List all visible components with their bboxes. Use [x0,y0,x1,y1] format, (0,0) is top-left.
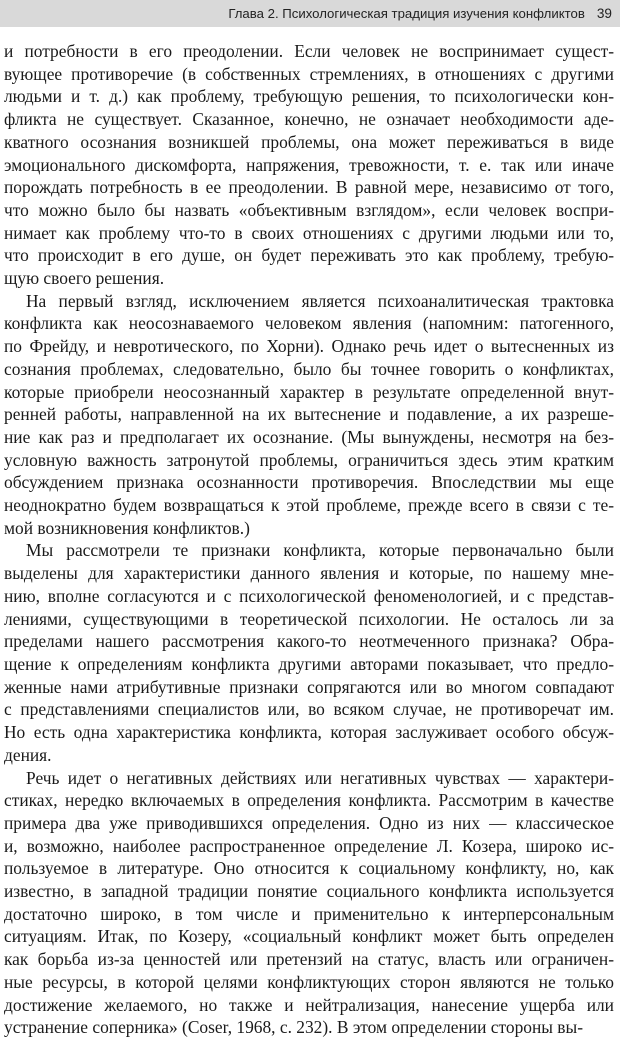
text-line: Мы рассмотрели те признаки конфликта, которые первоначально были [26,540,614,561]
text-line: фликта не существует. Сказанное, конечно, не означает необходимости аде- [4,109,614,130]
chapter-title: Глава 2. Психологическая традиция изучения конфликтов [228,6,585,21]
text-line: ситуациям. Итак, по Козеру, «социальный конфликт может быть определен [4,926,614,947]
text-line: нимает как проблему что-то в своих отношениях с другими людьми или то, [4,222,614,243]
text-line: что происходит в его душе, он будет переживать это как проблему, требую- [4,245,614,266]
text-line: лениями, существующими в теоретической психологии. Не осталось ли за [4,608,614,629]
text-line: пределами нашего рассмотрения какого-то неотмеченного признака? Обра- [4,631,614,652]
text-line: по Фрейду, и невротического, по Хорни). Однако речь идет о вытесненных из [4,336,614,357]
text-line: которые приобрели неосознанный характер в результате определенной внут- [4,381,614,402]
text-line: выделены для характеристики данного явления и которые, по нашему мне- [4,563,614,584]
text-line: устранение соперника» (Coser, 1968, с. 232). В этом определении стороны вы- [4,1017,583,1038]
text-line: конфликта как неосознаваемого человеком явления (напомним: патогенного, [4,313,614,334]
running-head [0,0,620,27]
text-line: эмоционального дискомфорта, напряжения, тревожности, т. е. так или иначе [4,154,614,175]
paragraph [4,539,614,766]
paragraph [4,767,614,1039]
text-line: Речь идет о негативных действиях или негативных чувствах — характери- [26,767,614,788]
text-line: стиках, нередко включаемых в определения конфликта. Рассмотрим в качестве [4,790,614,811]
page-number: 39 [596,6,612,21]
text-line: щение к определениям конфликта другими авторами показывает, что предло- [4,653,614,674]
text-line: порождать потребность в ее преодолении. В равной мере, независимо от того, [4,177,614,198]
text-line: людьми и т. д.) как проблему, требующую решения, то психологически кон- [4,86,614,107]
text-line: как борьба из-за ценностей или претензий на статус, власть или ограничен- [4,949,614,970]
text-line: вующее противоречие (в собственных стремлениях, в отношениях с другими [4,63,614,84]
text-line: На первый взгляд, исключением является психоаналитическая трактовка [26,290,614,311]
text-line: достаточно широко, в том числе и применительно к интерперсональным [4,903,614,924]
text-line: пользуемое в литературе. Оно относится к социальному конфликту, но, как [4,858,614,879]
text-line: мой возникновения конфликтов.) [4,517,250,538]
text-line: что можно было бы назвать «объективным взглядом», если человек воспри- [4,199,614,220]
text-line: женные нами атрибутивные признаки сопрягаются или во многом совпадают [4,676,614,697]
text-line: примера два уже приводившихся определения. Одно из них — классическое [4,812,614,833]
paragraph [4,290,614,540]
text-line: условную важность затронутой проблемы, ограничиться здесь этим кратким [4,449,614,470]
text-line: и потребности в его преодолении. Если человек не воспринимает сущест- [4,41,614,61]
body-text [4,40,614,1039]
text-line: известно, в западной традиции понятие социального конфликта используется [4,881,614,902]
text-line: и, возможно, наиболее распространенное определение Л. Козера, широко ис- [4,835,614,856]
text-line: сознания проблемах, следовательно, было бы точнее говорить о конфликтах, [4,358,614,379]
text-line: неоднократно будем возвращаться к этой проблеме, прежде всего в связи с те- [4,495,614,516]
text-line: обсуждением признака осознанности противоречия. Впоследствии мы еще [4,472,614,493]
text-line: ренней работы, направленной на их вытеснение и подавление, а их разреше- [4,404,614,425]
text-line: с представлениями специалистов или, во всяком случае, не противоречат им. [4,699,614,720]
text-line: ные ресурсы, в которой целями конфликтующих сторон являются не только [4,971,614,992]
text-line: дения. [4,744,52,765]
text-line: достижение желаемого, но также и нейтрализация, нанесение ущерба или [4,994,614,1015]
text-line: ние как раз и предполагает их осознание. (Мы вынуждены, несмотря на без- [4,426,614,447]
text-line: Но есть одна характеристика конфликта, которая заслуживает особого обсуж- [4,722,614,743]
text-line: кватного осознания возникшей проблемы, она может переживаться в виде [4,131,614,152]
text-line: щую своего решения. [4,268,165,289]
paragraph [4,40,614,290]
text-line: нию, вполне согласуются и с психологической феноменологией, и с представ- [4,585,614,606]
